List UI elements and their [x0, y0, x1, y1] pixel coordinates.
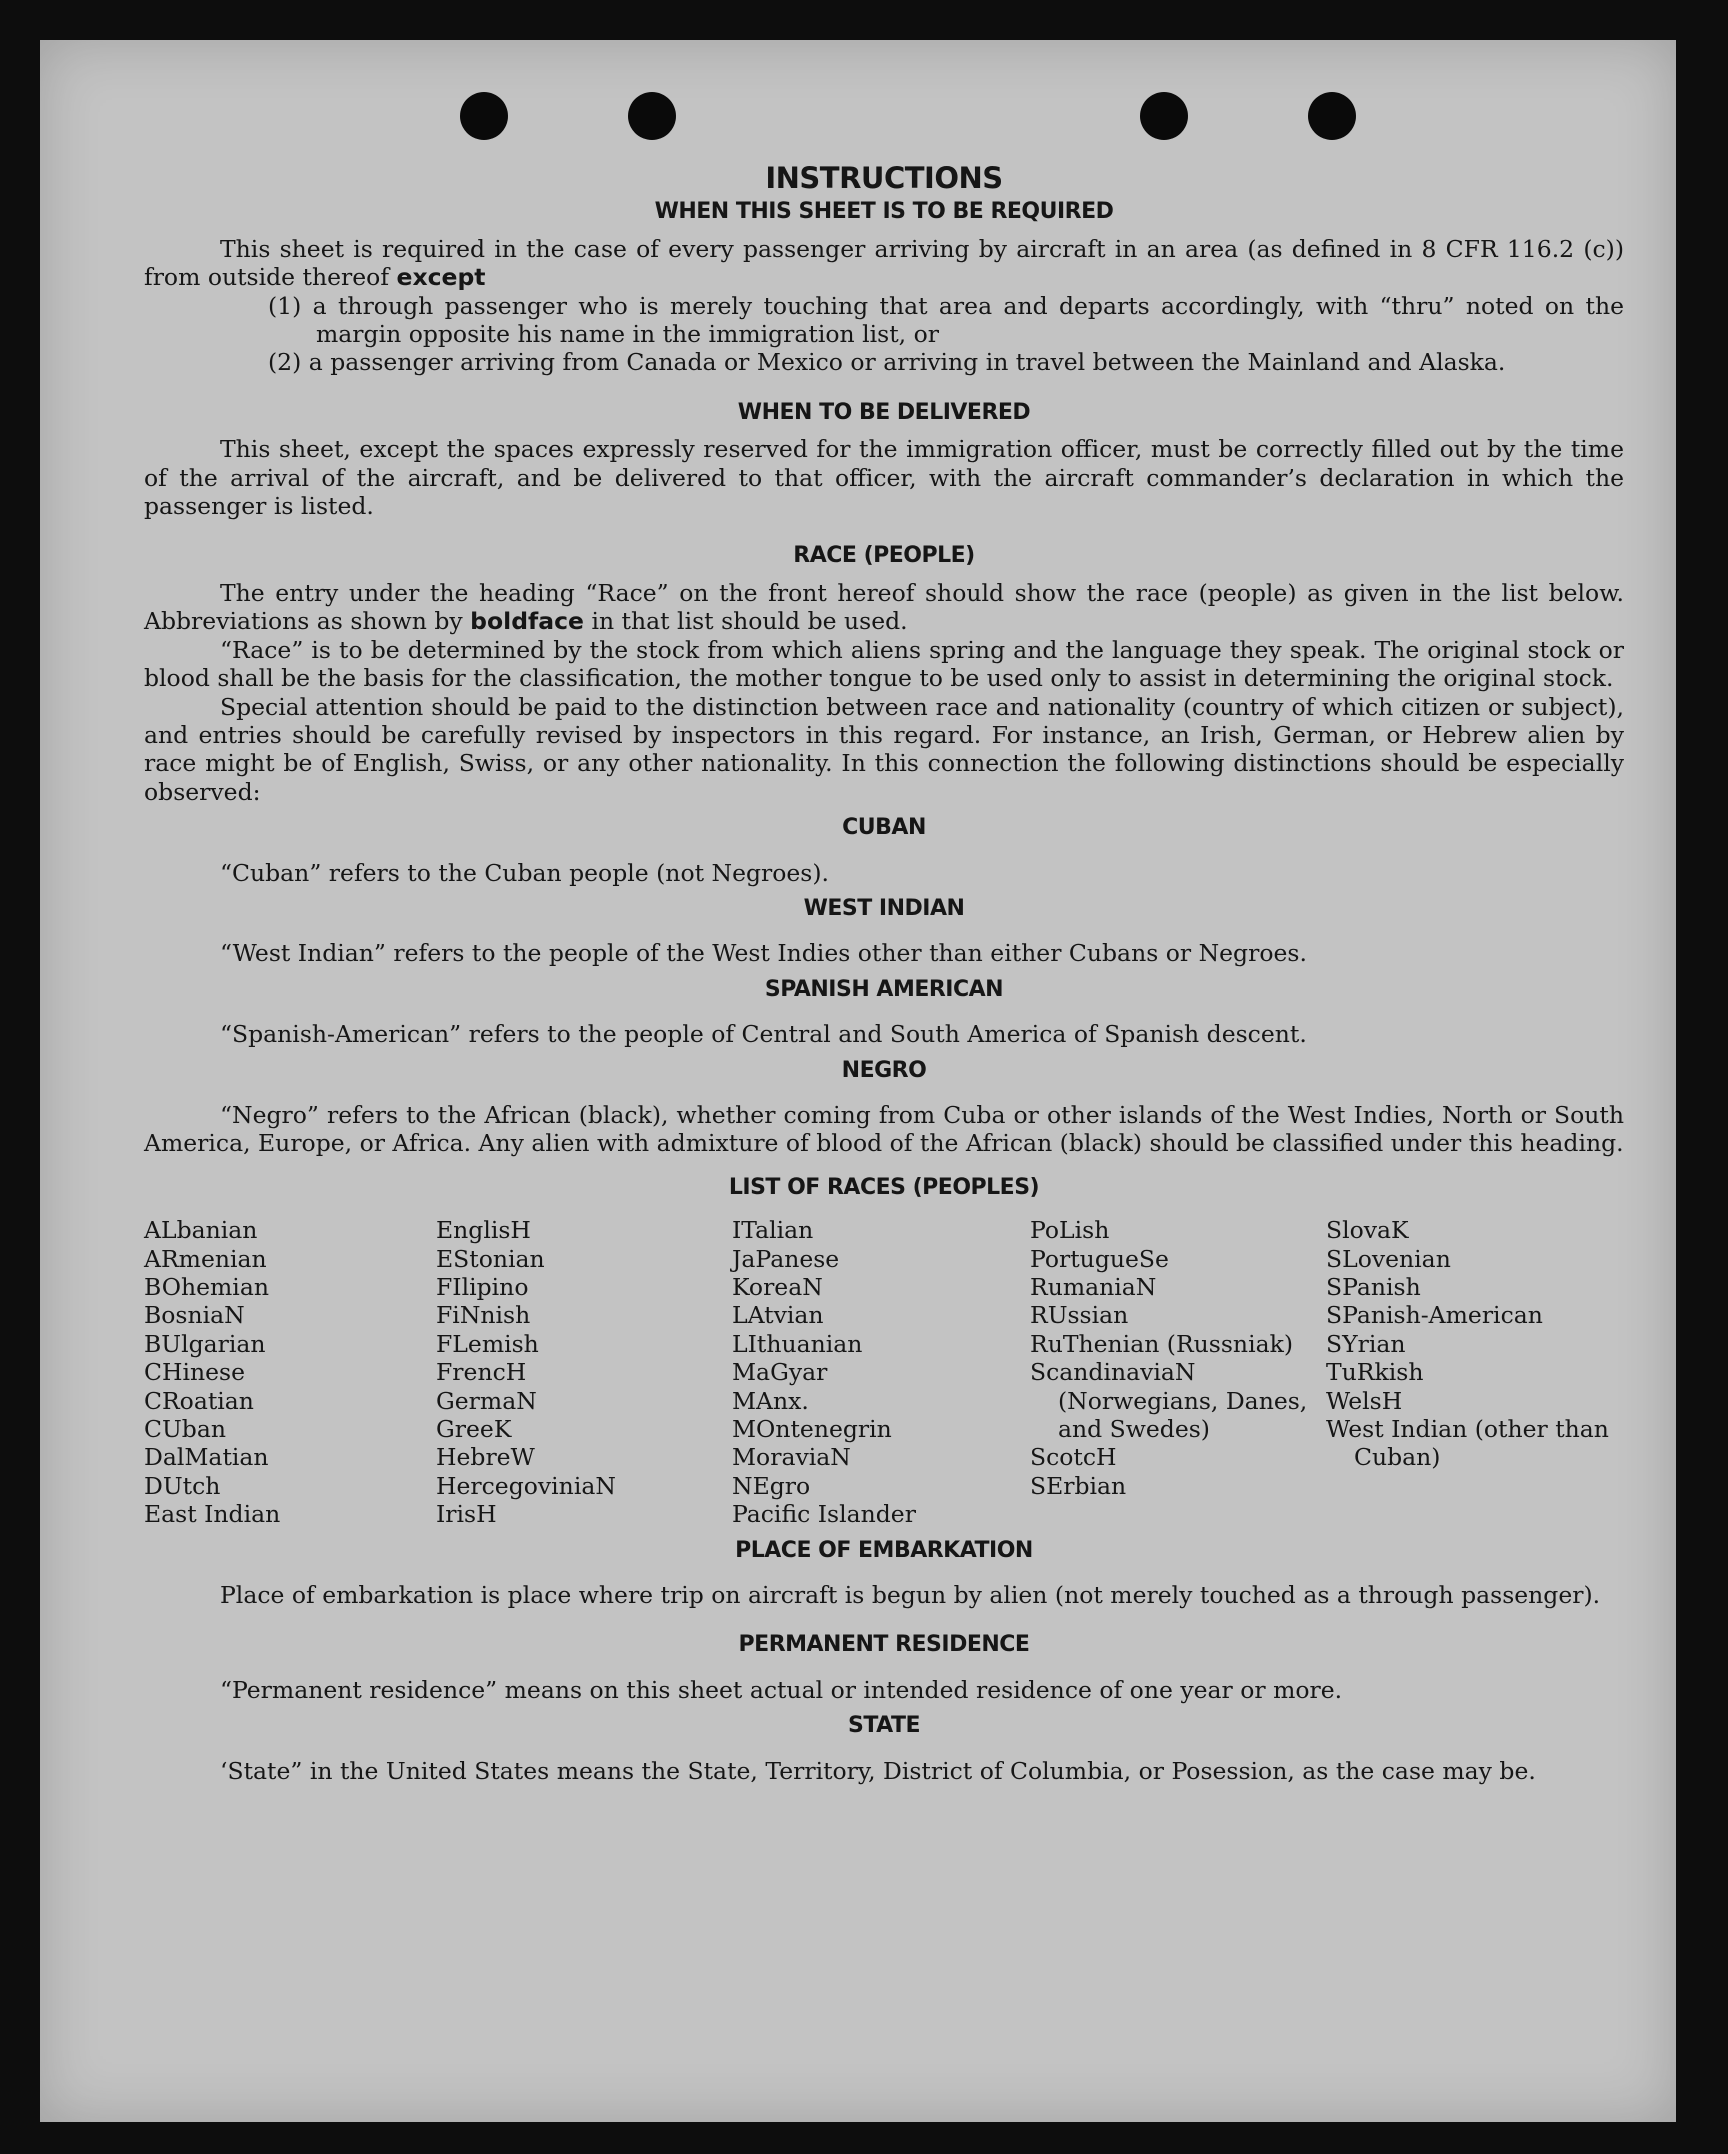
race-list-item: PoLish	[1030, 1216, 1110, 1245]
race-list-item: RuThenian (Russniak)	[1030, 1329, 1293, 1358]
race-list-item: KoreaN	[732, 1273, 823, 1301]
race-list-item: MaGyar	[732, 1358, 828, 1387]
race-list-item: SErbian	[1030, 1471, 1127, 1500]
state-text: ‘State” in the United States means the State, Territory, District of Columbia, or Posession, as the case may be.	[220, 1756, 1536, 1785]
race-list-item: BosniaN	[144, 1301, 245, 1330]
race-list-item: IrisH	[436, 1500, 497, 1529]
section-heading-list-of-races: LIST OF RACES (PEOPLES)	[728, 1174, 1040, 1200]
section-heading-state: STATE	[848, 1713, 920, 1739]
race-list-item: DalMatian	[144, 1443, 269, 1472]
race-list-item: HebreW	[436, 1443, 535, 1472]
race-list-item: DUtch	[144, 1471, 221, 1500]
intro-text: This sheet is required in the case of every passenger arriving by aircraft in an area (as defined in 8 CFR 116.2 (c)) from outside thereof	[144, 234, 1624, 292]
section-heading-permanent-residence: PERMANENT RESIDENCE	[738, 1632, 1030, 1658]
race-list-item: ARmenian	[144, 1244, 267, 1273]
when-required-intro	[144, 235, 1624, 292]
race-column-3	[732, 1216, 1030, 1528]
race-list-item: FiNnish	[436, 1301, 531, 1330]
page-title: INSTRUCTIONS	[765, 161, 1003, 195]
race-list-item: BUlgarian	[144, 1329, 266, 1358]
document-sheet	[40, 40, 1676, 2122]
exception-item-1: (1) a through passenger who is merely touching that area and departs accordingly, with “thru” noted on the margin opposite his name in the immigration list, or	[268, 291, 1624, 349]
race-list-item: ALbanian	[144, 1216, 258, 1245]
race-list-item: SPanish-American	[1326, 1301, 1543, 1330]
race-paragraph-1	[144, 579, 1624, 636]
race-list-item: RUssian	[1030, 1301, 1129, 1330]
punch-hole	[460, 92, 508, 140]
race-column-5	[1326, 1216, 1616, 1528]
race-list-item: EStonian	[436, 1244, 545, 1273]
spanish-american-text: “Spanish-American” refers to the people of Central and South America of Spanish descent.	[220, 1020, 1307, 1049]
race-p1-text: The entry under the heading “Race” on the front hereof should show the race (people) as given in the list below. Abbreviations as shown by	[144, 578, 1624, 636]
section-heading-spanish-american: SPANISH AMERICAN	[764, 976, 1004, 1002]
race-list-item: FLemish	[436, 1329, 539, 1358]
exception-item-2: (2) a passenger arriving from Canada or Mexico or arriving in travel between the Mainland and Alaska.	[268, 348, 1506, 377]
race-list-item: MAnx.	[732, 1386, 809, 1415]
race-list-item: East Indian	[144, 1500, 281, 1529]
race-list-item: LAtvian	[732, 1301, 824, 1330]
race-list-item: FrencH	[436, 1358, 527, 1387]
race-list-item: PortugueSe	[1030, 1244, 1169, 1273]
embarkation-text: Place of embarkation is place where trip on aircraft is begun by alien (not merely touched as a through passenger).	[220, 1581, 1601, 1610]
race-list-item: JaPanese	[732, 1244, 840, 1273]
section-heading-west-indian: WEST INDIAN	[803, 895, 965, 921]
race-list-item: CHinese	[144, 1358, 245, 1387]
section-heading-negro: NEGRO	[841, 1057, 927, 1083]
race-list	[144, 1216, 1624, 1528]
race-list-item: LIthuanian	[732, 1329, 863, 1358]
race-list-item: CRoatian	[144, 1386, 254, 1415]
race-list-item: ScotcH	[1030, 1443, 1117, 1472]
race-list-item: CUban	[144, 1415, 226, 1444]
race-list-item: Pacific Islander	[732, 1500, 916, 1529]
except-word: except	[396, 263, 486, 292]
punch-hole	[1140, 92, 1188, 140]
race-list-item: FIlipino	[436, 1273, 529, 1301]
instructions-content	[144, 161, 1624, 1785]
race-list-item: NEgro	[732, 1471, 811, 1500]
race-list-item: BOhemian	[144, 1273, 269, 1301]
section-heading-when-delivered: WHEN TO BE DELIVERED	[737, 399, 1031, 425]
section-heading-race: RACE (PEOPLE)	[793, 543, 975, 569]
section-heading-when-required: WHEN THIS SHEET IS TO BE REQUIRED	[654, 199, 1114, 225]
race-list-item: TuRkish	[1326, 1358, 1424, 1387]
race-list-item: MOntenegrin	[732, 1415, 892, 1444]
race-list-item: SlovaK	[1326, 1216, 1409, 1245]
west-indian-text: “West Indian” refers to the people of the West Indies other than either Cubans or Negroes.	[220, 939, 1307, 968]
race-column-1	[144, 1216, 436, 1528]
negro-text: “Negro” refers to the African (black), whether coming from Cuba or other islands of the West Indies, North or South America, Europe, or Africa. Any alien with admixture of blood of the African (black) should be classified under this heading.	[144, 1100, 1624, 1158]
race-list-item: ScandinaviaN (Norwegians, Danes, and Swedes)	[1030, 1358, 1308, 1444]
race-list-item: SPanish	[1326, 1273, 1421, 1301]
race-list-item: SYrian	[1326, 1329, 1406, 1358]
section-heading-embarkation: PLACE OF EMBARKATION	[735, 1537, 1033, 1563]
race-paragraph-3: Special attention should be paid to the distinction between race and nationality (country of which citizen or subject), and entries should be carefully revised by inspectors in this regard. For instance, an Irish, German, or Hebrew alien by race might be of English, Swiss, or any other nationality. In this connection the following distinctions should be especially observed:	[144, 692, 1624, 806]
section-heading-cuban: CUBAN	[842, 815, 926, 841]
race-list-item: SLovenian	[1326, 1244, 1451, 1273]
race-column-2	[436, 1216, 732, 1528]
race-list-item: HercegoviniaN	[436, 1471, 616, 1500]
cuban-text: “Cuban” refers to the Cuban people (not Negroes).	[220, 858, 830, 887]
race-column-4	[1030, 1216, 1326, 1528]
race-list-item: EnglisH	[436, 1216, 531, 1245]
race-paragraph-2: “Race” is to be determined by the stock from which aliens spring and the language they speak. The original stock or blood shall be the basis for the classification, the mother tongue to be used only to assist in determining the original stock.	[144, 635, 1624, 693]
race-list-item: GermaN	[436, 1386, 537, 1415]
boldface-word: boldface	[470, 607, 584, 636]
race-list-item: West Indian (other than Cuban)	[1326, 1415, 1609, 1472]
race-list-item: ITalian	[732, 1216, 814, 1245]
punch-hole	[628, 92, 676, 140]
when-delivered-text: This sheet, except the spaces expressly reserved for the immigration officer, must be correctly filled out by the time of the arrival of the aircraft, and be delivered to that officer, with the aircraft commander’s declaration in which the passenger is listed.	[144, 435, 1624, 521]
race-list-item: MoraviaN	[732, 1443, 851, 1472]
race-list-item: WelsH	[1326, 1386, 1403, 1415]
race-list-item: GreeK	[436, 1415, 512, 1444]
punch-hole	[1308, 92, 1356, 140]
race-list-item: RumaniaN	[1030, 1273, 1157, 1301]
permanent-residence-text: “Permanent residence” means on this sheet actual or intended residence of one year or more.	[220, 1675, 1343, 1704]
race-p1-tail: in that list should be used.	[583, 607, 908, 636]
